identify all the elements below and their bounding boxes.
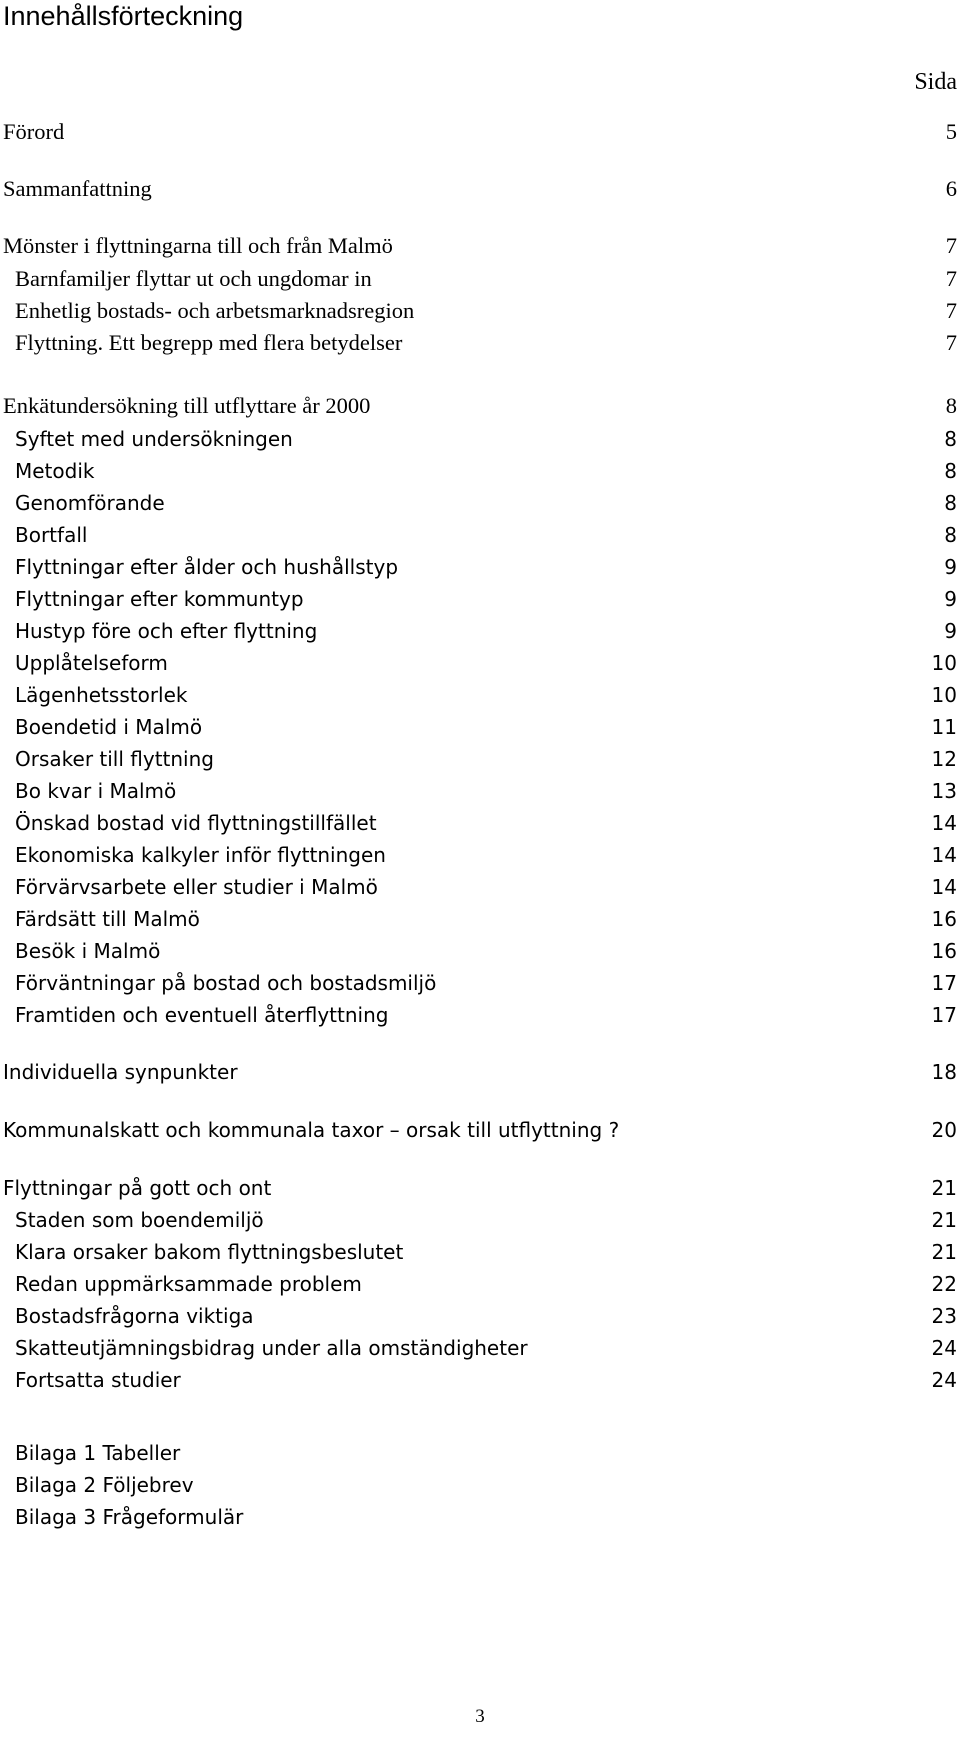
toc-entry-label: Önskad bostad vid flyttningstillfället xyxy=(15,811,377,835)
toc-entry-lagenhetsstorlek[interactable] xyxy=(0,681,960,709)
toc-entry-bo-kvar[interactable] xyxy=(0,777,960,805)
page-number: 3 xyxy=(475,1706,485,1727)
toc-entry-enhetlig[interactable] xyxy=(0,297,960,325)
toc-entry-label: Upplåtelseform xyxy=(15,651,168,675)
toc-entry-staden[interactable] xyxy=(0,1206,960,1234)
toc-entry-orsaker[interactable] xyxy=(0,745,960,773)
page-title: Innehållsförteckning xyxy=(3,1,244,31)
toc-entry-label: Syftet med undersökningen xyxy=(15,427,293,451)
toc-entry-forvarvsarbete[interactable] xyxy=(0,873,960,901)
toc-entry-page: 16 xyxy=(931,907,957,931)
toc-entry-bilaga-2[interactable] xyxy=(0,1471,960,1499)
toc-entry-page: 24 xyxy=(931,1336,957,1360)
toc-entry-individuella[interactable] xyxy=(0,1058,960,1086)
toc-entry-hustyp[interactable] xyxy=(0,617,960,645)
toc-entry-page: 14 xyxy=(931,875,957,899)
toc-entry-page: 9 xyxy=(944,619,957,643)
toc-entry-page: 16 xyxy=(931,939,957,963)
toc-entry-skatteutjamning[interactable] xyxy=(0,1334,960,1362)
toc-entry-page: 17 xyxy=(931,971,957,995)
toc-entry-page: 7 xyxy=(945,266,957,291)
toc-entry-bilaga-1[interactable] xyxy=(0,1439,960,1467)
toc-entry-fardsatt[interactable] xyxy=(0,905,960,933)
toc-entry-barnfamiljer[interactable] xyxy=(0,265,960,293)
toc-entry-onskad-bostad[interactable] xyxy=(0,809,960,837)
toc-entry-kommunalskatt[interactable] xyxy=(0,1116,960,1144)
toc-entry-page: 8 xyxy=(944,427,957,451)
toc-entry-label: Hustyp före och efter flyttning xyxy=(15,619,318,643)
toc-entry-framtiden[interactable] xyxy=(0,1001,960,1029)
toc-entry-page: 7 xyxy=(945,330,957,355)
toc-entry-label: Kommunalskatt och kommunala taxor – orsak till utflyttning ? xyxy=(3,1118,620,1142)
toc-entry-page: 21 xyxy=(931,1240,957,1264)
toc-entry-ekonomiska-kalkyler[interactable] xyxy=(0,841,960,869)
toc-entry-boendetid[interactable] xyxy=(0,713,960,741)
toc-entry-page: 22 xyxy=(931,1272,957,1296)
toc-entry-besok[interactable] xyxy=(0,937,960,965)
toc-entry-flyttning-begrepp[interactable] xyxy=(0,329,960,357)
toc-entry-label: Redan uppmärksammade problem xyxy=(15,1272,362,1296)
toc-entry-page: 8 xyxy=(944,491,957,515)
toc-entry-page: 5 xyxy=(945,119,957,144)
toc-entry-label: Färdsätt till Malmö xyxy=(15,907,200,931)
toc-entry-page: 23 xyxy=(931,1304,957,1328)
toc-entry-label: Skatteutjämningsbidrag under alla omständigheter xyxy=(15,1336,528,1360)
toc-entry-label: Enhetlig bostads- och arbetsmarknadsregion xyxy=(15,298,415,323)
toc-entry-page: 7 xyxy=(945,298,957,323)
toc-entry-label: Sammanfattning xyxy=(3,176,152,201)
toc-entry-genomforande[interactable] xyxy=(0,489,960,517)
toc-entry-label: Flyttningar efter ålder och hushållstyp xyxy=(15,555,399,579)
toc-entry-alder-hushallstyp[interactable] xyxy=(0,553,960,581)
toc-entry-fortsatta-studier[interactable] xyxy=(0,1366,960,1394)
toc-entry-label: Individuella synpunkter xyxy=(3,1060,238,1084)
toc-entry-label: Bostadsfrågorna viktiga xyxy=(15,1304,254,1328)
toc-entry-syftet[interactable] xyxy=(0,425,960,453)
toc-entry-page: 11 xyxy=(931,715,957,739)
toc-entry-page: 6 xyxy=(945,176,957,201)
toc-entry-redan[interactable] xyxy=(0,1270,960,1298)
toc-entry-page: 20 xyxy=(931,1118,957,1142)
toc-entry-label: Flyttningar på gott och ont xyxy=(3,1176,272,1200)
toc-entry-label: Förvärvsarbete eller studier i Malmö xyxy=(15,875,378,899)
toc-entry-label: Enkätundersökning till utflyttare år 2000 xyxy=(3,393,371,418)
toc-entry-label: Ekonomiska kalkyler inför flyttningen xyxy=(15,843,386,867)
toc-entry-bostadsfragorna[interactable] xyxy=(0,1302,960,1330)
toc-entry-page: 8 xyxy=(944,459,957,483)
toc-entry-metodik[interactable] xyxy=(0,457,960,485)
toc-entry-page: 8 xyxy=(944,523,957,547)
toc-entry-label: Barnfamiljer flyttar ut och ungdomar in xyxy=(15,266,372,291)
toc-entry-label: Förord xyxy=(3,119,65,144)
toc-entry-page: 24 xyxy=(931,1368,957,1392)
toc-entry-label: Mönster i flyttningarna till och från Malmö xyxy=(3,233,393,258)
toc-entry-page: 18 xyxy=(931,1060,957,1084)
toc-entry-page: 14 xyxy=(931,843,957,867)
toc-entry-bilaga-3[interactable] xyxy=(0,1503,960,1531)
toc-entry-label: Framtiden och eventuell återflyttning xyxy=(15,1003,389,1027)
toc-entry-bortfall[interactable] xyxy=(0,521,960,549)
toc-entry-label: Orsaker till flyttning xyxy=(15,747,214,771)
toc-entry-page: 9 xyxy=(944,555,957,579)
toc-entry-page: 8 xyxy=(945,393,957,418)
toc-entry-forvantningar[interactable] xyxy=(0,969,960,997)
toc-entry-page: 7 xyxy=(945,233,957,258)
toc-entry-label: Genomförande xyxy=(15,491,165,515)
toc-entry-page: 10 xyxy=(931,651,957,675)
toc-entry-page: 10 xyxy=(931,683,957,707)
toc-entry-enkatundersokning[interactable] xyxy=(0,392,960,420)
toc-entry-page: 14 xyxy=(931,811,957,835)
toc-entry-label: Bilaga 1 Tabeller xyxy=(15,1441,181,1465)
toc-entry-forord[interactable] xyxy=(0,118,960,146)
toc-entry-label: Lägenhetsstorlek xyxy=(15,683,188,707)
toc-entry-label: Bilaga 2 Följebrev xyxy=(15,1473,194,1497)
toc-entry-kommuntyp[interactable] xyxy=(0,585,960,613)
toc-entry-label: Staden som boendemiljö xyxy=(15,1208,264,1232)
toc-entry-label: Fortsatta studier xyxy=(15,1368,181,1392)
toc-entry-label: Boendetid i Malmö xyxy=(15,715,203,739)
toc-entry-monster[interactable] xyxy=(0,232,960,260)
toc-entry-label: Bilaga 3 Frågeformulär xyxy=(15,1505,244,1529)
toc-entry-label: Bo kvar i Malmö xyxy=(15,779,177,803)
toc-entry-label: Besök i Malmö xyxy=(15,939,161,963)
toc-entry-label: Flyttningar efter kommuntyp xyxy=(15,587,304,611)
toc-entry-page: 13 xyxy=(931,779,957,803)
toc-entry-page: 12 xyxy=(931,747,957,771)
toc-entry-page: 21 xyxy=(931,1176,957,1200)
toc-entry-label: Metodik xyxy=(15,459,95,483)
toc-entry-page: 21 xyxy=(931,1208,957,1232)
toc-entry-label: Flyttning. Ett begrepp med flera betydelser xyxy=(15,330,403,355)
toc-entry-upplatelseform[interactable] xyxy=(0,649,960,677)
toc-entry-label: Förväntningar på bostad och bostadsmiljö xyxy=(15,971,437,995)
toc-entry-sammanfattning[interactable] xyxy=(0,175,960,203)
toc-entry-klara-orsaker[interactable] xyxy=(0,1238,960,1266)
toc-entry-gott-och-ont[interactable] xyxy=(0,1174,960,1202)
page-column-header: Sida xyxy=(914,69,957,95)
toc-entry-page: 9 xyxy=(944,587,957,611)
toc-entry-label: Klara orsaker bakom flyttningsbeslutet xyxy=(15,1240,404,1264)
toc-entry-label: Bortfall xyxy=(15,523,88,547)
toc-entry-page: 17 xyxy=(931,1003,957,1027)
